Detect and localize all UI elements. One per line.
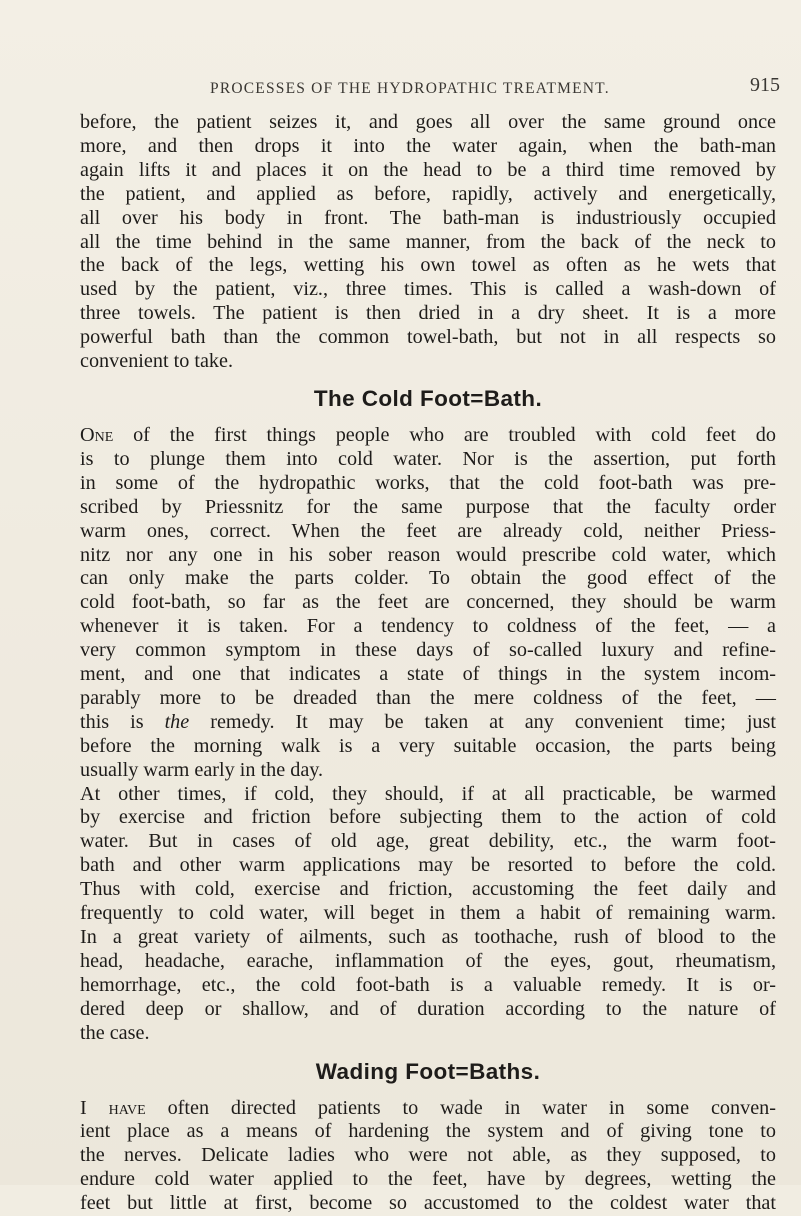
text-line: powerful bath than the common towel-bath, but not in all respects so (80, 326, 776, 349)
text-line: ment, and one that indicates a state of things in the system incom- (80, 663, 776, 686)
text-line: very common symptom in these days of so-called luxury and refine- (80, 639, 776, 662)
text-line: is to plunge them into cold water. Nor is the assertion, put forth (80, 447, 776, 470)
text-line: frequently to cold water, will beget in them a habit of remaining warm. (80, 902, 776, 925)
lead-word: One (80, 423, 114, 446)
text-line: usually warm early in the day. (80, 758, 324, 781)
text-line: more, and then drops it into the water again, when the bath-man (80, 134, 776, 157)
text-line: this is the remedy. It may be taken at any convenient time; just (80, 710, 776, 733)
text-line: before the morning walk is a very suitable occasion, the parts being (80, 734, 776, 757)
text-line: all the time behind in the same manner, from the back of the neck to (80, 230, 776, 253)
text-line: the case. (80, 1021, 150, 1044)
text-run: of the first things people who are troubled with cold feet do (113, 423, 776, 446)
lead-word: I have (80, 1096, 146, 1119)
text-line: warm ones, correct. When the feet are already cold, neither Priess- (80, 519, 776, 542)
text-line: nitz nor any one in his sober reason would prescribe cold water, which (80, 543, 776, 566)
section-heading-cold-foot-bath: The Cold Foot=Bath. (313, 385, 543, 411)
text-line: In a great variety of ailments, such as toothache, rush of blood to the (80, 926, 776, 948)
text-line: bath and other warm applications may be resorted to before the cold. (80, 854, 776, 877)
page-number: 915 (750, 74, 780, 96)
text-line: At other times, if cold, they should, if at all practicable, be warmed (80, 782, 776, 805)
text-line: feet but little at first, become so accustomed to the coldest water that (80, 1192, 776, 1215)
text-line: can only make the parts colder. To obtain the good effect of the (80, 567, 776, 590)
running-head: PROCESSES OF THE HYDROPATHIC TREATMENT. (210, 80, 610, 97)
text-line: used by the patient, viz., three times. This is called a wash-down of (80, 278, 776, 301)
paragraph-3 (80, 783, 776, 1046)
text-line (80, 1097, 776, 1121)
text-line: three towels. The patient is then dried in a dry sheet. It is a more (80, 302, 776, 325)
paragraph-2 (80, 424, 776, 783)
text-line: by exercise and friction before subjecting them to the action of cold (80, 806, 776, 829)
text-line: whenever it is taken. For a tendency to coldness of the feet, — a (80, 615, 776, 638)
text-line: head, headache, earache, inflammation of the eyes, gout, rheumatism, (80, 949, 776, 972)
text-line: the nerves. Delicate ladies who were not able, as they supposed, to (80, 1144, 776, 1167)
text-line: Thus with cold, exercise and friction, accustoming the feet daily and (80, 878, 776, 901)
text-line (80, 424, 776, 448)
paragraph-4 (80, 1097, 776, 1216)
text-line: the back of the legs, wetting his own towel as often as he wets that (80, 254, 776, 277)
text-line: ient place as a means of hardening the system and of giving tone to (80, 1120, 776, 1143)
text-line: again lifts it and places it on the head to be a third time removed by (80, 158, 776, 181)
text-line: parably more to be dreaded than the mere coldness of the feet, — (80, 686, 776, 709)
text-line: dered deep or shallow, and of duration according to the nature of (80, 997, 776, 1020)
text-run: often directed patients to wade in water in some conven- (145, 1096, 776, 1119)
section-heading-wading-foot-baths: Wading Foot=Baths. (315, 1058, 541, 1084)
text-line: in some of the hydropathic works, that the cold foot-bath was pre- (80, 471, 776, 494)
text-line: scribed by Priessnitz for the same purpose that the faculty order (80, 495, 776, 518)
text-line: the patient, and applied as before, rapidly, actively and energetically, (80, 182, 776, 205)
text-line: cold foot-bath, so far as the feet are concerned, they should be warm (80, 591, 776, 614)
paragraph-1 (80, 111, 776, 374)
text-line: water. But in cases of old age, great debility, etc., the warm foot- (80, 830, 776, 853)
text-line: all over his body in front. The bath-man is industriously occupied (80, 206, 776, 229)
page-body (80, 111, 776, 1216)
text-line: endure cold water applied to the feet, have by degrees, wetting the (80, 1168, 776, 1191)
text-line: convenient to take. (80, 350, 234, 373)
text-line: hemorrhage, etc., the cold foot-bath is a valuable remedy. It is or- (80, 973, 776, 996)
emphasis-word: the (164, 710, 190, 733)
text-line: before, the patient seizes it, and goes all over the same ground once (80, 111, 776, 133)
